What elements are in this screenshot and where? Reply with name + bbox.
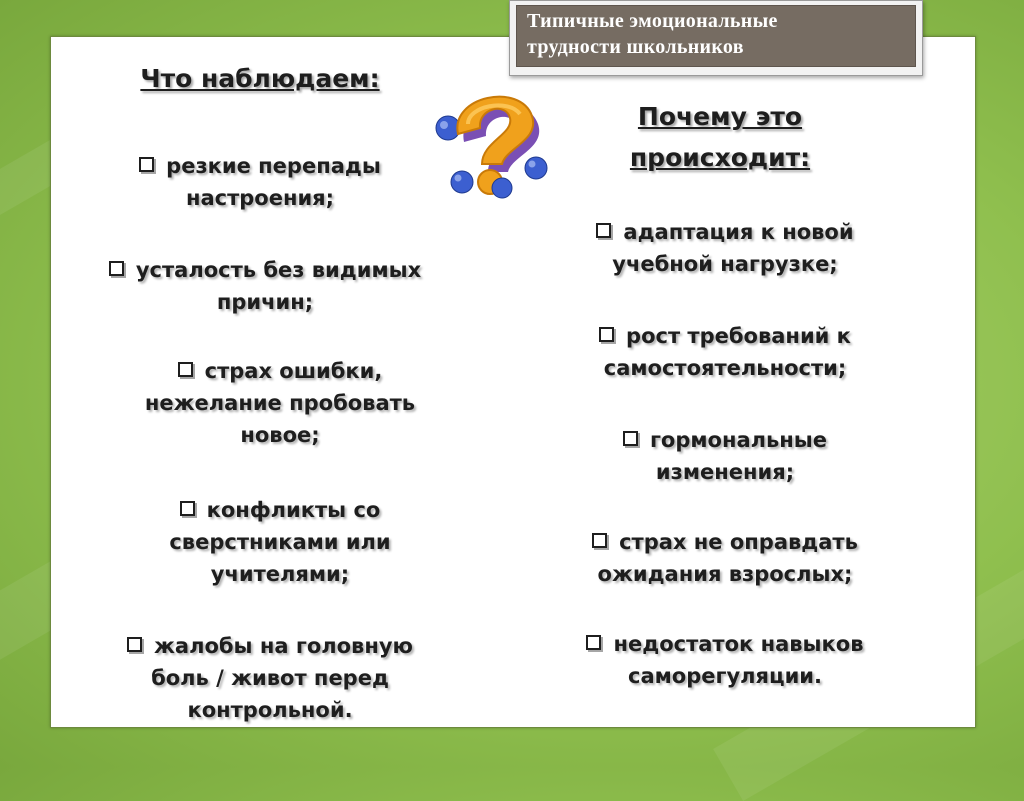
- slide-title-box: [509, 0, 923, 76]
- item-line: резкие перепады: [100, 150, 420, 182]
- left-item-5: [80, 630, 460, 726]
- checkbox-bullet-icon: [596, 223, 611, 238]
- item-line: учебной нагрузке;: [612, 252, 838, 276]
- checkbox-bullet-icon: [127, 637, 142, 652]
- item-line: саморегуляции.: [628, 664, 822, 688]
- right-item-2: [540, 320, 910, 384]
- item-line: изменения;: [655, 460, 795, 484]
- item-line: недостаток навыков: [530, 628, 920, 660]
- item-line: страх ошибки,: [90, 355, 470, 387]
- left-item-1: [100, 150, 420, 214]
- right-column-heading: [560, 96, 880, 178]
- right-item-3: [560, 424, 890, 488]
- checkbox-bullet-icon: [139, 157, 154, 172]
- item-line: жалобы на головную: [80, 630, 460, 662]
- question-mark-icon: [428, 86, 556, 204]
- right-heading-line: Почему это: [637, 102, 803, 131]
- item-line: сверстниками или: [169, 530, 391, 554]
- checkbox-bullet-icon: [180, 501, 195, 516]
- right-item-5: [530, 628, 920, 692]
- checkbox-bullet-icon: [623, 431, 638, 446]
- item-line: ожидания взрослых;: [597, 562, 853, 586]
- checkbox-bullet-icon: [586, 635, 601, 650]
- item-line: страх не оправдать: [530, 526, 920, 558]
- item-line: новое;: [240, 423, 320, 447]
- item-line: причин;: [216, 290, 314, 314]
- left-item-2: [60, 254, 470, 318]
- item-line: настроения;: [185, 186, 335, 210]
- item-line: нежелание пробовать: [144, 391, 416, 415]
- right-item-4: [530, 526, 920, 590]
- checkbox-bullet-icon: [599, 327, 614, 342]
- item-line: самостоятельности;: [603, 356, 847, 380]
- right-heading-line: происходит:: [629, 143, 811, 172]
- item-line: контрольной.: [187, 698, 353, 722]
- left-heading-text: Что наблюдаем:: [140, 64, 380, 93]
- item-line: конфликты со: [110, 494, 450, 526]
- right-item-1: [540, 216, 910, 280]
- item-line: рост требований к: [540, 320, 910, 352]
- item-line: гормональные: [560, 424, 890, 456]
- item-line: учителями;: [210, 562, 350, 586]
- left-column-heading: [80, 58, 440, 99]
- item-line: адаптация к новой: [540, 216, 910, 248]
- checkbox-bullet-icon: [592, 533, 607, 548]
- left-item-3: [90, 355, 470, 451]
- slide-title: Типичные эмоциональные трудности школьников: [527, 10, 778, 58]
- checkbox-bullet-icon: [109, 261, 124, 276]
- item-line: боль / живот перед: [151, 666, 389, 690]
- left-item-4: [110, 494, 450, 590]
- item-line: усталость без видимых: [60, 254, 470, 286]
- slide-title-background: [516, 5, 916, 67]
- checkbox-bullet-icon: [178, 362, 193, 377]
